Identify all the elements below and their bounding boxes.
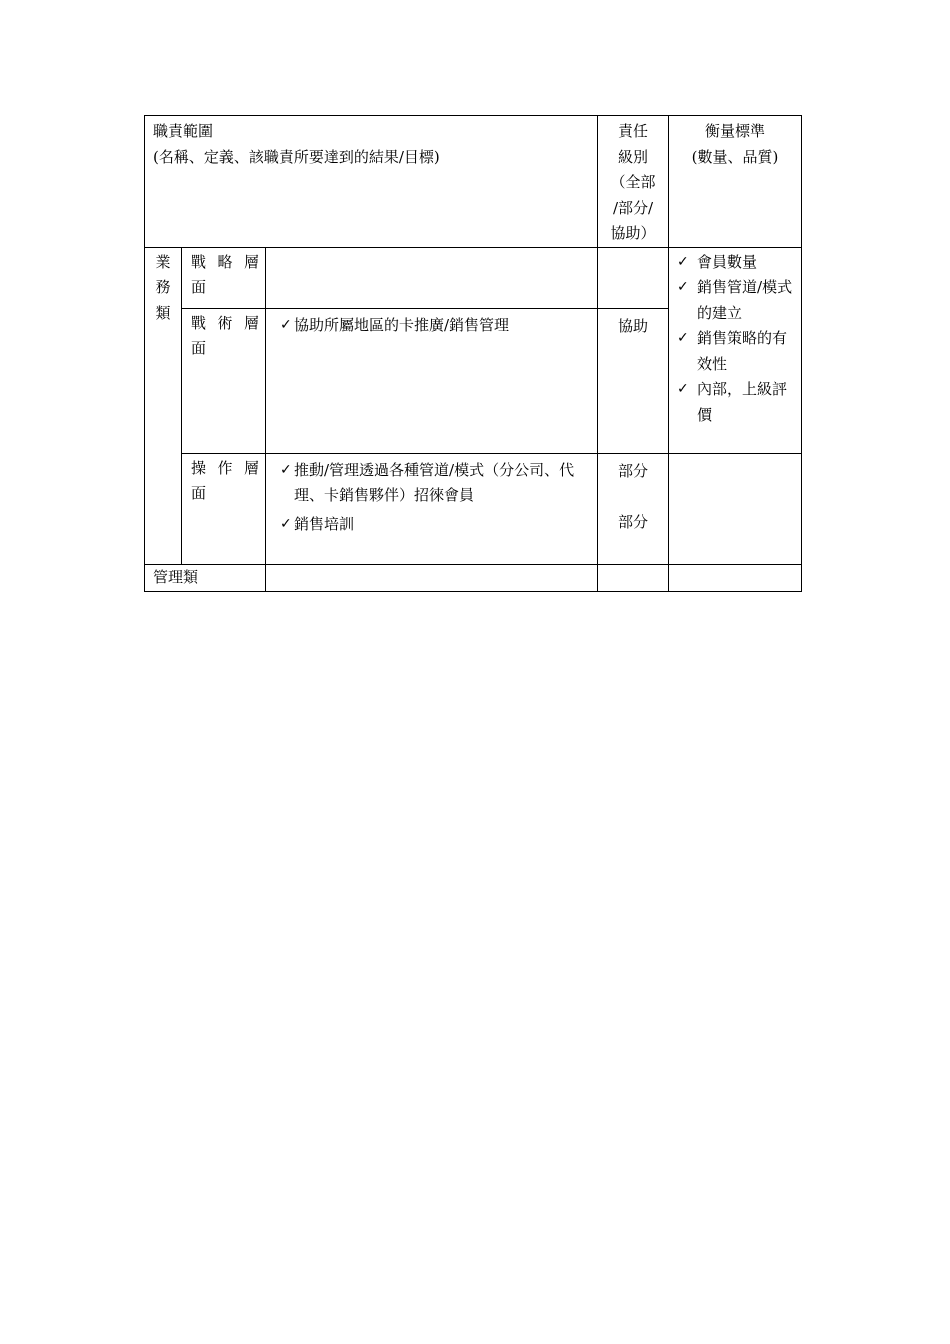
duty-text: 協助所屬地區的卡推廣/銷售管理 — [294, 315, 510, 334]
category-char: 類 — [155, 303, 171, 322]
duty-item — [280, 313, 591, 339]
measure-text: 會員數量 — [697, 252, 758, 271]
header-scope-cell — [145, 116, 598, 248]
check-icon: ✓ — [280, 461, 292, 478]
measure-header-line: (數量、品質) — [691, 147, 779, 166]
strategic-layer-cell — [182, 247, 266, 308]
responsibility-table — [144, 115, 802, 592]
category-char: 業 — [155, 252, 171, 271]
management-duty-cell — [266, 564, 598, 591]
level-header-line: 責任 — [618, 122, 649, 140]
business-category-cell — [145, 247, 182, 564]
duty-text: 銷售培訓 — [294, 514, 355, 533]
management-measure-cell — [669, 564, 802, 591]
operational-layer-cell — [182, 453, 266, 564]
strategic-layer-label: 戰 略 層 面 — [191, 252, 259, 296]
tactical-layer-cell — [182, 308, 266, 453]
duty-item — [280, 512, 591, 538]
level-header-line: 協助） — [610, 224, 656, 242]
level-value: 部分 — [618, 461, 649, 480]
header-row — [145, 116, 802, 248]
management-row — [145, 564, 802, 591]
operational-row — [145, 453, 802, 564]
check-icon: ✓ — [677, 381, 689, 397]
measure-text: 銷售管道/模式的建立 — [697, 278, 793, 322]
management-level-cell — [598, 564, 669, 591]
strategic-row — [145, 247, 802, 308]
scope-title: 職責範圍 — [153, 122, 214, 140]
check-icon: ✓ — [677, 279, 689, 295]
tactical-level-cell — [598, 308, 669, 453]
level-header-line: （全部 — [610, 173, 656, 191]
management-label: 管理類 — [153, 567, 199, 586]
check-icon: ✓ — [677, 330, 689, 346]
strategic-level-cell — [598, 247, 669, 308]
tactical-layer-label: 戰 術 層 面 — [191, 313, 259, 357]
management-category-cell — [145, 564, 266, 591]
measure-text: 銷售策略的有效性 — [697, 329, 788, 373]
tactical-duty-cell — [266, 308, 598, 453]
operational-level-cell — [598, 453, 669, 564]
level-value: 協助 — [618, 316, 649, 335]
measure-text: 內部，上級評價 — [697, 380, 788, 424]
check-icon: ✓ — [677, 253, 689, 270]
operational-layer-label: 操 作 層 面 — [191, 458, 259, 502]
strategic-duty-cell — [266, 247, 598, 308]
check-icon: ✓ — [280, 316, 292, 333]
level-header-line: 級別 — [618, 147, 649, 166]
operational-duty-cell — [266, 453, 598, 564]
operational-measure-cell — [669, 453, 802, 564]
measure-header-line: 衡量標準 — [705, 122, 766, 140]
header-level-cell — [598, 116, 669, 248]
duty-text: 推動/管理透過各種管道/模式（分公司、代理、卡銷售夥伴）招徠會員 — [294, 460, 575, 504]
business-measure-cell — [669, 247, 802, 453]
measure-item — [677, 275, 797, 326]
measure-item — [677, 326, 797, 377]
category-char: 務 — [155, 278, 171, 296]
scope-subtitle: (名稱、定義、該職責所要達到的結果/目標) — [153, 147, 440, 166]
measure-item — [677, 250, 797, 276]
measure-item — [677, 377, 797, 428]
check-icon: ✓ — [280, 515, 292, 532]
level-header-line: /部分/ — [612, 198, 654, 217]
duty-item — [280, 458, 591, 509]
header-measure-cell — [669, 116, 802, 248]
level-value: 部分 — [618, 513, 649, 531]
